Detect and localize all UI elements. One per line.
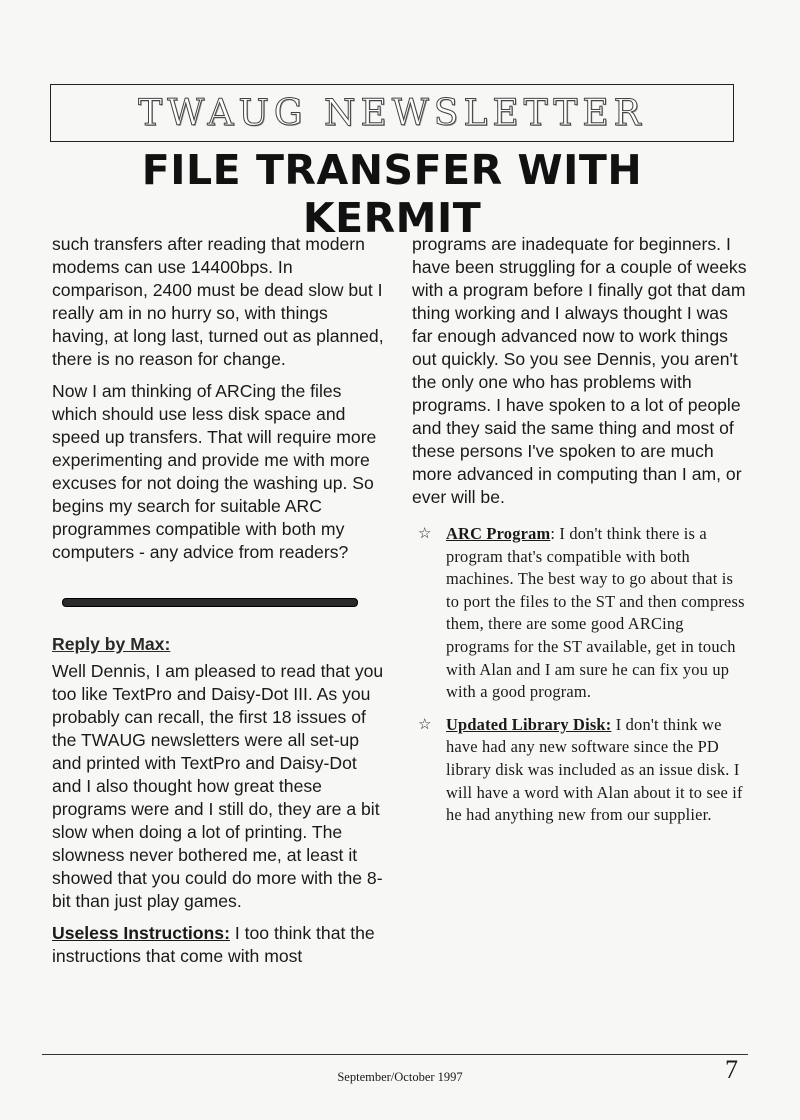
body-paragraph: such transfers after reading that modern modems can use 14400bps. In comparison, 2400 must be dead slow but I really am in no hurry so, with things having, at long last, turned out as planned, there is no reason for change.: [52, 234, 384, 369]
bullet-heading: ARC Program: [446, 524, 551, 543]
bullet-item: [412, 523, 747, 704]
useless-text: I too think that the instructions that come with most: [52, 923, 375, 966]
bullet-item: [412, 714, 747, 827]
footer-rule: [42, 1054, 748, 1055]
bullet-text: : I don't think there is a program that's compatible with both machines. The best way to go about that is to port the files to the ST and then compress them, there are some good ARCing programs for the ST available, get in touch with Alan and I am sure he can fix you up with a good program.: [446, 524, 745, 702]
reply-heading: Reply by Max:: [52, 634, 171, 654]
masthead-title: TWAUG NEWSLETTER: [138, 92, 646, 134]
star-icon: ☆: [418, 526, 432, 542]
star-icon: ☆: [418, 716, 432, 733]
body-paragraph: programs are inadequate for beginners. I have been struggling for a couple of weeks with a program before I finally got that dam thing working and I always thought I was far enough advanced now to work things out quickly. So you see Dennis, you aren't the only one who has problems with programs. I have spoken to a lot of people and they said the same thing and most of these persons I've spoken to are much more advanced in computing than I am, or ever will be.: [412, 234, 747, 507]
section-divider: [62, 598, 358, 607]
bullet-heading: Updated Library Disk:: [446, 714, 612, 734]
footer-date: September/October 1997: [337, 1070, 463, 1084]
body-paragraph: Now I am thinking of ARCing the files which should use less disk space and speed up transfers. That will require more experimenting and provide me with more excuses for not doing the washing up. So begins my search for suitable ARC programmes compatible with both my computers - any advice from readers?: [52, 381, 377, 562]
reply-paragraph: Well Dennis, I am pleased to read that you too like TextPro and Daisy-Dot III. As you probably can recall, the first 18 issues of the TWAUG newsletters were all set-up and printed with TextPro and Daisy-Dot and I also thought how great these programs were and I still do, they are a bit slow when doing a lot of printing. The slowness never bothered me, at least it showed that you could do more with the 8-bit than just play games.: [52, 661, 384, 911]
bullet-list: [412, 523, 747, 827]
page-number: 7: [725, 1055, 738, 1084]
bullet-text: I don't think we have had any new software since the PD library disk was included as an issue disk. I will have a word with Alan about it to see if he had anything new from our supplier.: [446, 714, 743, 825]
useless-heading: Useless Instructions:: [52, 923, 230, 943]
left-column: [52, 233, 387, 968]
masthead-box: [50, 84, 734, 142]
useless-paragraph: [52, 922, 387, 968]
article-headline: FILE TRANSFER WITH KERMIT: [141, 146, 643, 242]
right-column: [412, 233, 747, 837]
